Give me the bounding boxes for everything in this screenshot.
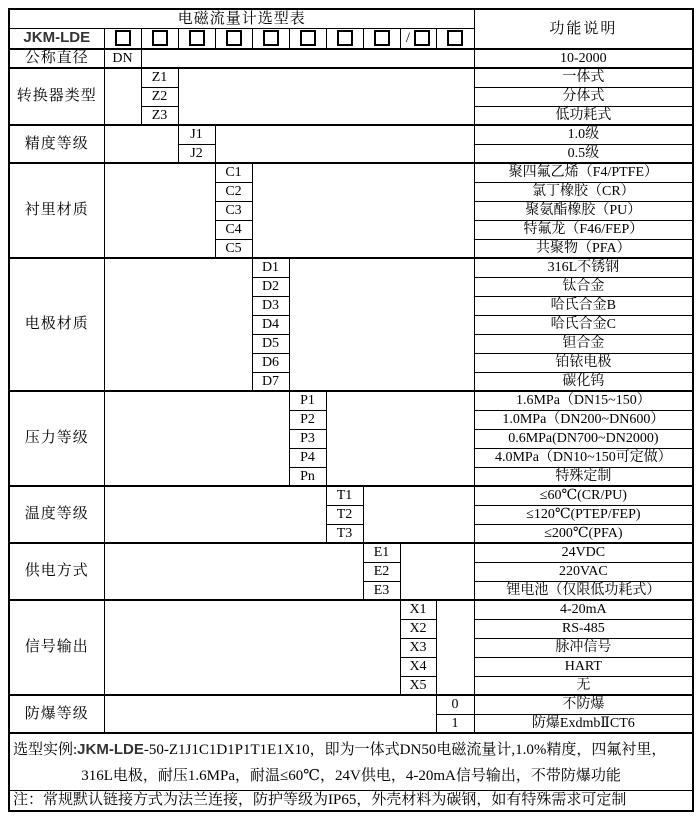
- spacer-cell: [178, 68, 474, 125]
- spacer-cell: [104, 125, 178, 163]
- table-row: [9, 695, 693, 714]
- table-row: [9, 391, 693, 410]
- table-row: [9, 543, 693, 562]
- spacer-cell: [215, 125, 474, 163]
- code-cell: X3: [400, 638, 436, 657]
- code-cell: D6: [252, 353, 289, 372]
- spacer-cell: [104, 486, 326, 543]
- spacer-cell: [104, 695, 436, 733]
- spacer-cell: [363, 486, 474, 543]
- option-checkbox-cell[interactable]: [141, 28, 178, 49]
- page-title: 电磁流量计选型表: [9, 9, 474, 28]
- option-checkbox-cell[interactable]: [400, 28, 436, 49]
- desc-cell: 特氟龙（F46/FEP）: [474, 220, 693, 239]
- code-cell: T2: [326, 505, 363, 524]
- category-label: 转换器类型: [9, 68, 104, 125]
- desc-cell: 1.0MPa（DN200~DN600）: [474, 410, 693, 429]
- spacer-cell: [326, 391, 474, 486]
- code-cell: D5: [252, 334, 289, 353]
- code-cell: X4: [400, 657, 436, 676]
- code-cell: Z3: [141, 106, 178, 125]
- desc-cell: 哈氏合金B: [474, 296, 693, 315]
- checkbox-icon: [447, 30, 463, 46]
- code-cell: J2: [178, 144, 215, 163]
- spacer-cell: [104, 163, 215, 258]
- code-cell: P4: [289, 448, 326, 467]
- spacer-cell: [104, 258, 252, 391]
- desc-cell: 特殊定制: [474, 467, 693, 486]
- selection-table: [8, 8, 694, 812]
- desc-cell: 低功耗式: [474, 106, 693, 125]
- example-line2: 316L电极，耐压1.6MPa，耐温≤60℃，24V供电，4-20mA信号输出，不带防爆功能: [81, 768, 621, 784]
- model-name: JKM-LDE: [9, 28, 104, 49]
- table-row: [9, 163, 693, 182]
- code-cell: E3: [363, 581, 400, 600]
- option-checkbox-cell[interactable]: [178, 28, 215, 49]
- spacer-cell: [104, 391, 289, 486]
- desc-cell: 0.5级: [474, 144, 693, 163]
- code-cell: C1: [215, 163, 252, 182]
- checkbox-icon: [300, 30, 316, 46]
- desc-cell: 脉冲信号: [474, 638, 693, 657]
- desc-cell: 不防爆: [474, 695, 693, 714]
- checkbox-icon: [374, 30, 390, 46]
- title-row: [9, 9, 693, 28]
- checkbox-icon: [337, 30, 353, 46]
- option-checkbox-cell[interactable]: [436, 28, 474, 49]
- code-cell: D4: [252, 315, 289, 334]
- table-row: [9, 486, 693, 505]
- category-label: 精度等级: [9, 125, 104, 163]
- desc-cell: 1.6MPa（DN15~150）: [474, 391, 693, 410]
- code-cell: C3: [215, 201, 252, 220]
- option-checkbox-cell[interactable]: [104, 28, 141, 49]
- code-cell: P1: [289, 391, 326, 410]
- desc-cell: 4-20mA: [474, 600, 693, 619]
- desc-cell: 4.0MPa（DN10~150可定做）: [474, 448, 693, 467]
- desc-cell: 聚四氟乙烯（F4/PTFE）: [474, 163, 693, 182]
- code-cell: E2: [363, 562, 400, 581]
- code-cell: D3: [252, 296, 289, 315]
- spacer-cell: [252, 163, 474, 258]
- category-label: 信号输出: [9, 600, 104, 695]
- example-section: [9, 733, 693, 791]
- function-column-header: 功能说明: [474, 9, 693, 49]
- example-model-code: JKM-LDE: [77, 741, 144, 758]
- code-cell: P2: [289, 410, 326, 429]
- code-cell: P3: [289, 429, 326, 448]
- spacer-cell: [104, 600, 400, 695]
- option-checkbox-cell[interactable]: [252, 28, 289, 49]
- desc-cell: HART: [474, 657, 693, 676]
- checkbox-icon: [226, 30, 242, 46]
- code-cell: T3: [326, 524, 363, 543]
- desc-cell: 碳化钨: [474, 372, 693, 391]
- desc-cell: 锂电池（仅限低功耗式）: [474, 581, 693, 600]
- desc-cell: 10-2000: [474, 49, 693, 68]
- desc-cell: 铂铱电极: [474, 353, 693, 372]
- desc-cell: 1.0级: [474, 125, 693, 144]
- example-prefix: 选型实例:: [13, 742, 78, 758]
- desc-cell: 一体式: [474, 68, 693, 87]
- desc-cell: 钽合金: [474, 334, 693, 353]
- desc-cell: 24VDC: [474, 543, 693, 562]
- code-cell: 0: [436, 695, 474, 714]
- code-cell: Z2: [141, 87, 178, 106]
- code-cell: Pn: [289, 467, 326, 486]
- code-cell: X2: [400, 619, 436, 638]
- table-row: [9, 49, 693, 68]
- category-label: 供电方式: [9, 543, 104, 600]
- code-cell: X5: [400, 676, 436, 695]
- code-cell: C2: [215, 182, 252, 201]
- table-row: [9, 258, 693, 277]
- code-cell: C5: [215, 239, 252, 258]
- checkbox-icon: [115, 30, 131, 46]
- table-row: [9, 68, 693, 87]
- code-cell: C4: [215, 220, 252, 239]
- desc-cell: RS-485: [474, 619, 693, 638]
- checkbox-icon: [152, 30, 168, 46]
- desc-cell: 防爆ExdmbⅡCT6: [474, 714, 693, 733]
- category-label: 公称直径: [9, 49, 104, 68]
- note-row: [9, 791, 693, 812]
- spacer-cell: [104, 543, 363, 600]
- option-checkbox-cell[interactable]: [215, 28, 252, 49]
- code-cell: Z1: [141, 68, 178, 87]
- desc-cell: ≤120℃(PTEP/FEP): [474, 505, 693, 524]
- desc-cell: ≤60℃(CR/PU): [474, 486, 693, 505]
- option-checkbox-cell[interactable]: [326, 28, 363, 49]
- desc-cell: 无: [474, 676, 693, 695]
- spacer-cell: [104, 68, 141, 125]
- code-cell: 1: [436, 714, 474, 733]
- code-cell: D1: [252, 258, 289, 277]
- example-line1: [10, 736, 692, 764]
- example-row: [9, 733, 693, 791]
- option-checkbox-cell[interactable]: [363, 28, 400, 49]
- desc-cell: 哈氏合金C: [474, 315, 693, 334]
- code-cell: X1: [400, 600, 436, 619]
- code-cell: DN: [104, 49, 141, 68]
- desc-cell: 0.6MPa(DN700~DN2000): [474, 429, 693, 448]
- category-label: 防爆等级: [9, 695, 104, 733]
- checkbox-icon: [189, 30, 205, 46]
- category-label: 衬里材质: [9, 163, 104, 258]
- spacer-cell: [436, 600, 474, 695]
- example-line1-rest: -50-Z1J1C1D1P1T1E1X10，即为一体式DN50电磁流量计,1.0%精度，四氟衬里，: [143, 742, 667, 758]
- spacer-cell: [141, 49, 474, 68]
- code-cell: D2: [252, 277, 289, 296]
- category-label: 温度等级: [9, 486, 104, 543]
- code-cell: T1: [326, 486, 363, 505]
- desc-cell: ≤200℃(PFA): [474, 524, 693, 543]
- desc-cell: 分体式: [474, 87, 693, 106]
- checkbox-icon: [414, 30, 430, 46]
- table-row: [9, 125, 693, 144]
- category-label: 压力等级: [9, 391, 104, 486]
- option-checkbox-cell[interactable]: [289, 28, 326, 49]
- desc-cell: 220VAC: [474, 562, 693, 581]
- desc-cell: 316L不锈钢: [474, 258, 693, 277]
- desc-cell: 共聚物（PFA）: [474, 239, 693, 258]
- code-cell: D7: [252, 372, 289, 391]
- table-row: [9, 600, 693, 619]
- category-label: 电极材质: [9, 258, 104, 391]
- spacer-cell: [289, 258, 474, 391]
- code-cell: E1: [363, 543, 400, 562]
- spacer-cell: [400, 543, 474, 600]
- code-cell: J1: [178, 125, 215, 144]
- desc-cell: 氯丁橡胶（CR）: [474, 182, 693, 201]
- note-text: 注：常规默认链接方式为法兰连接，防护等级为IP65，外壳材料为碳钢，如有特殊需求可定制: [9, 791, 693, 812]
- slash-separator: /: [405, 30, 411, 46]
- checkbox-icon: [263, 30, 279, 46]
- desc-cell: 钛合金: [474, 277, 693, 296]
- desc-cell: 聚氨酯橡胶（PU）: [474, 201, 693, 220]
